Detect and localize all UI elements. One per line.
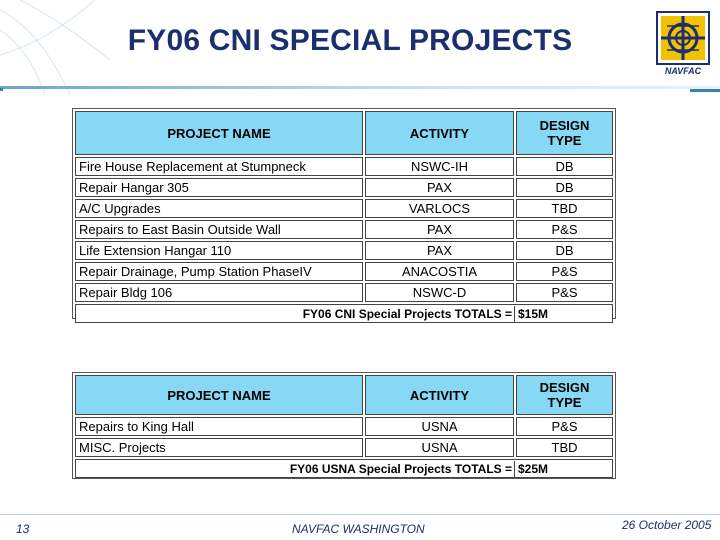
header-design-line2: TYPE [547,395,582,410]
activity-cell: USNA [365,438,514,457]
totals-cell [75,459,613,478]
table-row [75,438,613,457]
project-name-cell: Repair Hangar 305 [75,178,363,197]
design-type-cell: P&S [516,417,613,436]
title-divider [0,86,720,89]
activity-cell: PAX [365,241,514,260]
project-name-cell: Repairs to King Hall [75,417,363,436]
project-name-cell: Repair Bldg 106 [75,283,363,302]
header-design-line1: DESIGN [539,380,590,395]
divider-tick-left [0,88,3,91]
totals-value: $25M [514,461,608,477]
activity-cell: NSWC-IH [365,157,514,176]
footer-date: 26 October 2005 [622,518,712,532]
table-row [75,157,613,176]
project-name-cell: Life Extension Hangar 110 [75,241,363,260]
totals-label: FY06 USNA Special Projects TOTALS = [289,461,512,476]
table-row [75,262,613,281]
totals-row [75,304,613,323]
design-type-cell: P&S [516,220,613,239]
table-row [75,417,613,436]
design-type-cell: DB [516,178,613,197]
header-design-type [516,111,613,155]
project-name-cell: A/C Upgrades [75,199,363,218]
usna-projects-table [72,372,616,479]
table-row [75,241,613,260]
project-name-cell: Fire House Replacement at Stumpneck [75,157,363,176]
activity-cell: NSWC-D [365,283,514,302]
table-row [75,178,613,197]
logo-text: NAVFAC [664,66,702,76]
activity-cell: ANACOSTIA [365,262,514,281]
design-type-cell: P&S [516,262,613,281]
totals-cell [75,304,613,323]
footer-divider [0,514,720,515]
footer-organization: NAVFAC WASHINGTON [292,522,425,536]
slide-title: FY06 CNI SPECIAL PROJECTS [127,24,573,57]
header-design-line2: TYPE [547,133,582,148]
activity-cell: PAX [365,178,514,197]
header-design-line1: DESIGN [539,118,590,133]
table-row [75,220,613,239]
header-activity: ACTIVITY [365,111,514,155]
project-name-cell: Repair Drainage, Pump Station PhaseIV [75,262,363,281]
design-type-cell: DB [516,157,613,176]
table-row [75,199,613,218]
design-type-cell: P&S [516,283,613,302]
header-activity: ACTIVITY [365,375,514,415]
cni-projects-table [72,108,616,319]
table-row [75,283,613,302]
design-type-cell: TBD [516,199,613,218]
totals-row [75,459,613,478]
page-number: 13 [16,522,30,536]
header-project-name: PROJECT NAME [75,111,363,155]
header-design-type [516,375,613,415]
header-project-name: PROJECT NAME [75,375,363,415]
activity-cell: PAX [365,220,514,239]
project-name-cell: MISC. Projects [75,438,363,457]
totals-value: $15M [514,306,608,322]
divider-tick-right [690,89,720,92]
design-type-cell: DB [516,241,613,260]
totals-label: FY06 CNI Special Projects TOTALS = [302,306,512,321]
activity-cell: VARLOCS [365,199,514,218]
project-name-cell: Repairs to East Basin Outside Wall [75,220,363,239]
design-type-cell: TBD [516,438,613,457]
activity-cell: USNA [365,417,514,436]
